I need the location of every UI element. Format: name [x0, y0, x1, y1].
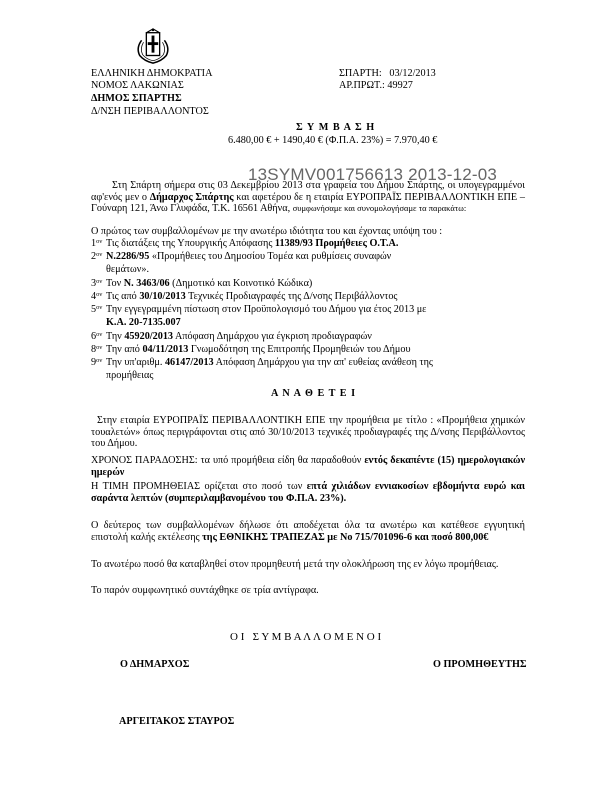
- item-ordinal: ον: [96, 251, 103, 258]
- header-municipality: ΔΗΜΟΣ ΣΠΑΡΤΗΣ: [91, 93, 182, 104]
- header-prefecture: ΝΟΜΟΣ ΛΑΚΩΝΙΑΣ: [91, 80, 184, 91]
- item-text: Την υπ'αριθμ.: [106, 357, 165, 368]
- guarantee-bank: της ΕΘΝΙΚΗΣ ΤΡΑΠΕΖΑΣ με Νο 715/701096-6 και ποσό 800,00€: [202, 531, 489, 543]
- list-item: $8^{o\nu}$ Την από 04/11/2013 Γνωμοδότηση της Επιτροπής Προμηθειών του Δήμου: [91, 344, 411, 355]
- item-text: Απόφαση Δημάρχου για έγκριση προδιαγραφών: [173, 331, 372, 342]
- list-item-continuation: Κ.Α. 20-7135.007: [106, 317, 181, 328]
- item-bold: Ν. 3463/06: [123, 278, 170, 289]
- item-text: Την εγγεγραμμένη πίστωση στον Προϋπολογισμό του Δήμου για έτος 2013 με: [106, 304, 427, 315]
- item-text: Τεχνικές Προδιαγραφές της Δ/νσης Περιβάλλοντος: [185, 291, 398, 302]
- amount-line: 6.480,00 € + 1490,40 € (Φ.Π.Α. 23%) = 7.970,40 €: [228, 135, 438, 146]
- item-text: Απόφαση Δημάρχου για την απ' ευθείας ανάθεση της: [213, 357, 433, 368]
- item-text: Τις διατάξεις της Υπουργικής Απόφασης: [106, 238, 275, 249]
- header-protocol: ΑΡ.ΠΡΩΤ.: 49927: [339, 80, 413, 91]
- price-amount: επτά χιλιάδων εννιακοσίων εβδομήντα ευρώ και σαράντα λεπτών (συμπεριλαμβανομένου του Φ.Π.Α. 23%).: [91, 481, 525, 504]
- item-bold: 46147/2013: [164, 357, 214, 368]
- item-text: Τις από: [106, 291, 140, 302]
- body-paragraph-6: Το παρόν συμφωνητικό συντάχθηκε σε τρία αντίγραφα.: [91, 585, 319, 596]
- price-text: Η ΤΙΜΗ ΠΡΟΜΗΘΕΙΑΣ ορίζεται στο ποσό των: [91, 481, 307, 492]
- item-bold: 45920/2013: [124, 331, 174, 342]
- item-text: (Δημοτικό και Κοινοτικό Κώδικα): [169, 278, 313, 289]
- item-bold: Ν.2286/95: [106, 251, 150, 262]
- item-ordinal: ον: [96, 278, 103, 285]
- list-item: $2^{o\nu}$ Ν.2286/95 «Προμήθειες του Δημοσίου Τομέα και ρυθμίσεις συναφών: [91, 251, 392, 262]
- intro-paragraph: [91, 180, 525, 215]
- greek-emblem-icon: [134, 27, 172, 65]
- intro-text-a: Στη Σπάρτη σήμερα στις 03 Δεκεμβρίου 2013 στα γραφεία του Δήμου Σπάρτης, οι υπογεγραμμένοι αφ'ενός μεν ο: [91, 180, 525, 203]
- body-paragraph-2: [91, 455, 525, 478]
- list-item: $1^{o\nu}$ Τις διατάξεις της Υπουργικής Απόφασης 11389/93 Προμήθειες Ο.Τ.Α.: [91, 238, 399, 249]
- signature-supplier-title: Ο ΠΡΟΜΗΘΕΥΤΗΣ: [433, 659, 527, 670]
- header-department: Δ/ΝΣΗ ΠΕΡΙΒΑΛΛΟΝΤΟΣ: [91, 106, 209, 117]
- signature-mayor-name: ΑΡΓΕΙΤΑΚΟΣ ΣΤΑΥΡΟΣ: [119, 716, 235, 727]
- body-paragraph-4: [91, 520, 525, 543]
- item-text: Την από: [106, 344, 143, 355]
- list-item-continuation: προμήθειας: [106, 370, 154, 381]
- list-item: $5^{o\nu}$ Την εγγεγραμμένη πίστωση στον Προϋπολογισμό του Δήμου για έτος 2013 με: [91, 304, 427, 315]
- item-text: Τον: [106, 278, 124, 289]
- item-ordinal: ον: [96, 304, 103, 311]
- intro-text-c: συμφωνήσαμε και συνομολογήσαμε τα παρακάτω:: [292, 203, 467, 214]
- delivery-term: εντός δεκαπέντε (15) ημερολογιακών ημερών: [91, 455, 525, 478]
- list-item-continuation: θεμάτων».: [106, 264, 150, 275]
- intro-mayor: Δήμαρχος Σπάρτης: [149, 191, 234, 203]
- header-country: ΕΛΛΗΝΙΚΗ ΔΗΜΟΚΡΑΤΙΑ: [91, 68, 213, 79]
- item-bold: 11389/93 Προμήθειες Ο.Τ.Α.: [274, 238, 399, 249]
- list-item: $3^{o\nu}$ Τον Ν. 3463/06 (Δημοτικό και Κοινοτικό Κώδικα): [91, 278, 313, 289]
- list-item: $6^{o\nu}$ Την 45920/2013 Απόφαση Δημάρχου για έγκριση προδιαγραφών: [91, 331, 372, 342]
- item-bold: 30/10/2013: [139, 291, 186, 302]
- body-paragraph-3: [91, 481, 525, 504]
- item-ordinal: ον: [96, 357, 103, 364]
- item-text: Γνωμοδότηση της Επιτροπής Προμηθειών του Δήμου: [188, 344, 411, 355]
- list-item: $4^{o\nu}$ Τις από 30/10/2013 Τεχνικές Προδιαγραφές της Δ/νσης Περιβάλλοντος: [91, 291, 398, 302]
- signature-mayor-title: Ο ΔΗΜΑΡΧΟΣ: [120, 659, 190, 670]
- list-item: $9^{o\nu}$ Την υπ'αριθμ. 46147/2013 Απόφαση Δημάρχου για την απ' ευθείας ανάθεση της: [91, 357, 433, 368]
- body-paragraph-1: Στην εταιρία ΕΥΡΟΠΡΑΪΣ ΠΕΡΙΒΑΛΛΟΝΤΙΚΗ ΕΠΕ την προμήθεια με τίτλο : «Προμήθεια χημικών τουαλετών» όπως περιγράφονται στις από 30/10/2013 τεχνικές προδιαγραφές της Δ/νσης Περιβάλλοντος του Δήμου.: [91, 415, 525, 450]
- intro-considering: Ο πρώτος των συμβαλλομένων με την ανωτέρω ιδιότητα του και έχοντας υπόψη του :: [91, 226, 443, 237]
- item-text: Την: [106, 331, 125, 342]
- guarantee-text: Ο δεύτερος των συμβαλλομένων δήλωσε ότι αποδέχεται όλα τα ανωτέρω και κατέθεσε εγγυητική επιστολή καλής εκτέλεσης: [91, 520, 525, 543]
- section-heading-anathetei: Α Ν Α Θ Ε Τ Ε Ι: [271, 388, 357, 399]
- contract-title: Σ Υ Μ Β Α Σ Η: [296, 122, 376, 133]
- item-ordinal: ον: [96, 238, 103, 245]
- intro-text-b: και αφετέρου δε η εταιρία ΕΥΡΟΠΡΑΪΣ ΠΕΡΙΒΑΛΛΟΝΤΙΚΗ ΕΠΕ – Γούναρη 121, Άνω Γλυφάδα, Τ.Κ. 16561 Αθήνα,: [91, 191, 525, 215]
- body-paragraph-5: Το ανωτέρω ποσό θα καταβληθεί στον προμηθευτή μετά την ολοκλήρωση της εν λόγω προμήθειας.: [91, 559, 499, 570]
- item-ordinal: ον: [96, 291, 103, 298]
- delivery-text: ΧΡΟΝΟΣ ΠΑΡΑΔΟΣΗΣ: τα υπό προμήθεια είδη θα παραδοθούν: [91, 455, 365, 466]
- item-bold: 04/11/2013: [142, 344, 189, 355]
- item-ordinal: ον: [96, 344, 103, 351]
- header-date: ΣΠΑΡΤΗ: 03/12/2013: [339, 68, 436, 79]
- parties-heading: Ο Ι Σ Υ Μ Β Α Λ Λ Ο Μ Ε Ν Ο Ι: [230, 631, 382, 643]
- registry-stamp: 13SYMV001756613 2013-12-03: [248, 165, 498, 184]
- item-text: «Προμήθειες του Δημοσίου Τομέα και ρυθμίσεις συναφών: [149, 251, 392, 262]
- item-ordinal: ον: [96, 331, 103, 338]
